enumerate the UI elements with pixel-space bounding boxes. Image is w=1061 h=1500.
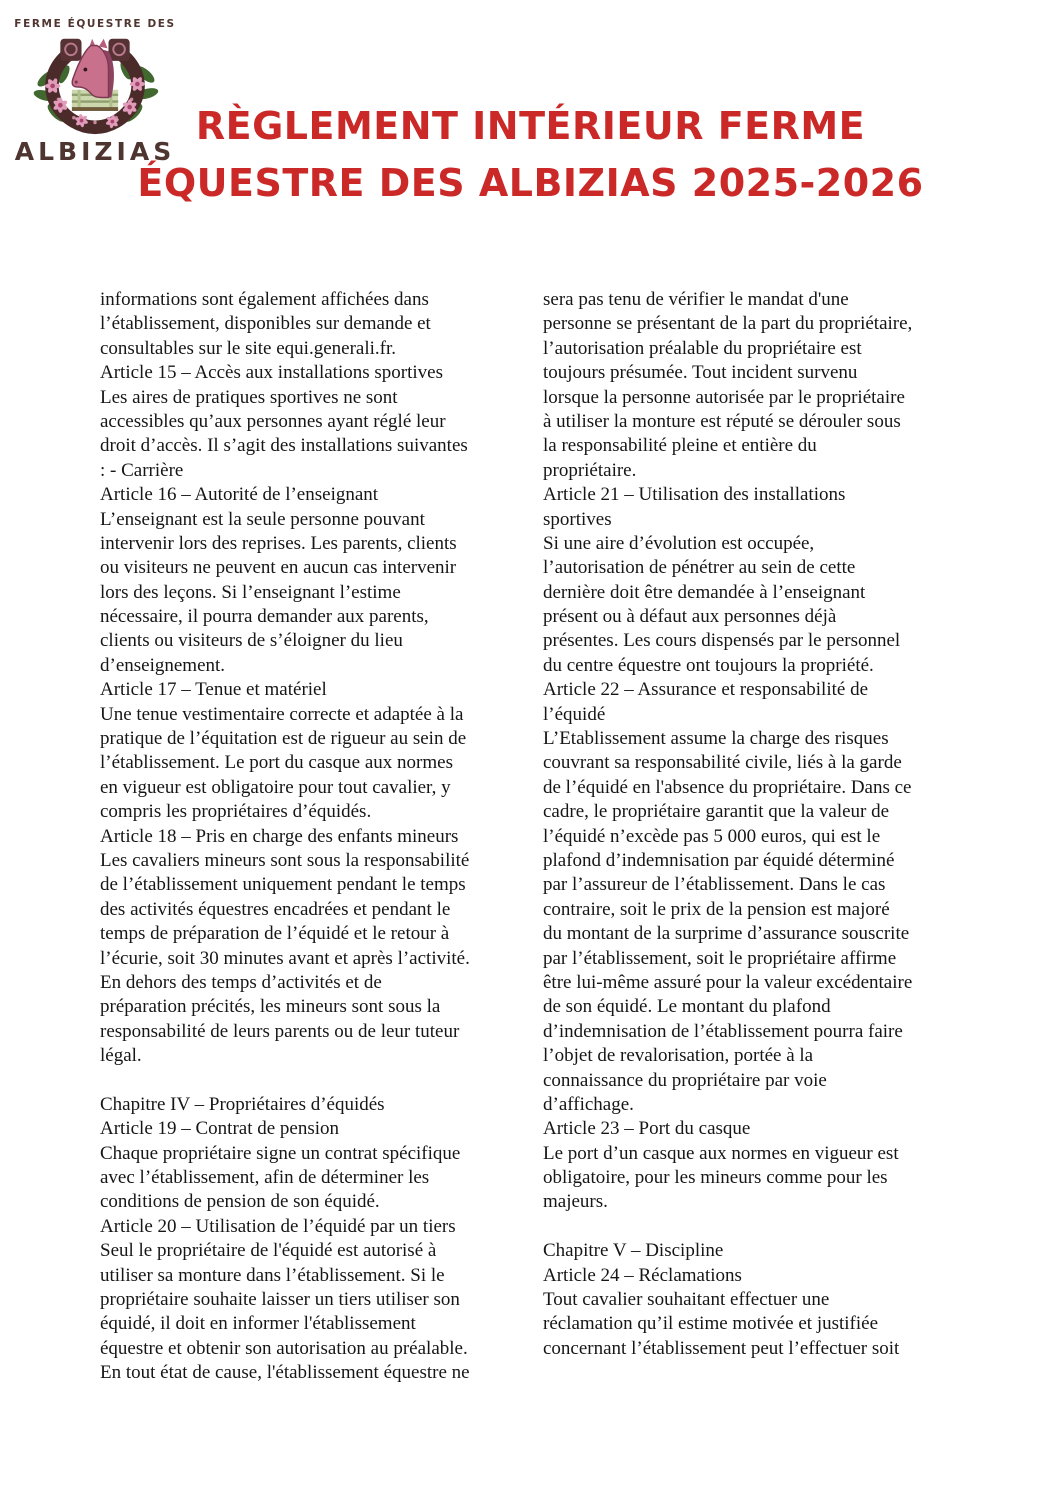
text-line: présentes. Les cours dispensés par le personnel <box>543 630 901 652</box>
text-line: du centre équestre ont toujours la propriété. <box>543 654 874 676</box>
text-line: Seul le propriétaire de l'équidé est autorisé à <box>100 1240 437 1262</box>
text-line: L’Etablissement assume la charge des risques <box>543 728 889 750</box>
text-line: responsabilité de leurs parents ou de leur tuteur <box>100 1020 460 1042</box>
text-line: Article 15 – Accès aux installations sportives <box>100 362 443 384</box>
text-line: Tout cavalier souhaitant effectuer une <box>543 1289 830 1311</box>
text-line: En tout état de cause, l'établissement équestre ne <box>100 1362 470 1384</box>
text-line: en vigueur est obligatoire pour tout cavalier, y <box>100 776 451 798</box>
text-line: intervenir lors des reprises. Les parents, clients <box>100 532 457 554</box>
text-line: d’indemnisation de l’établissement pourra faire <box>543 1020 903 1042</box>
text-line: la responsabilité pleine et entière du <box>543 435 817 457</box>
text-line: Article 19 – Contrat de pension <box>100 1118 340 1140</box>
text-line: propriétaire souhaite laisser un tiers utiliser son <box>100 1289 460 1311</box>
text-line: l’objet de revalorisation, portée à la <box>543 1045 814 1067</box>
text-line: préparation précités, les mineurs sont sous la <box>100 996 441 1018</box>
text-line: contraire, soit le prix de la pension est majoré <box>543 898 890 920</box>
text-line: avec l’établissement, afin de déterminer les <box>100 1167 430 1189</box>
text-line: par l’établissement, soit le propriétaire affirme <box>543 947 897 969</box>
text-line: droit d’accès. Il s’agit des installations suivantes <box>100 435 468 457</box>
body-column-left <box>100 288 536 1386</box>
text-line: par l’assureur de l’établissement. Dans le cas <box>543 874 886 896</box>
text-line: l’établissement, disponibles sur demande et <box>100 313 431 335</box>
text-line: réclamation qu’il estime motivée et justifiée <box>543 1313 879 1335</box>
text-line: couvrant sa responsabilité civile, liés à la garde <box>543 752 902 774</box>
text-line <box>543 1215 979 1239</box>
text-line: l’équidé n’excède pas 5 000 euros, qui est le <box>543 825 881 847</box>
text-line: compris les propriétaires d’équidés. <box>100 801 372 823</box>
text-line: sportives <box>543 508 612 530</box>
text-line: de son équidé. Le montant du plafond <box>543 996 831 1018</box>
text-line: équidé, il doit en informer l'établissement <box>100 1313 416 1335</box>
text-line: Une tenue vestimentaire correcte et adaptée à la <box>100 703 464 725</box>
text-line: propriétaire. <box>543 459 637 481</box>
text-line: conditions de pension de son équidé. <box>100 1191 380 1213</box>
text-line: consultables sur le site equi.generali.fr. <box>100 337 396 359</box>
text-line <box>100 1069 536 1093</box>
text-line: Chaque propriétaire signe un contrat spécifique <box>100 1142 461 1164</box>
text-line: des activités équestres encadrées et pendant le <box>100 898 451 920</box>
text-line: pratique de l’équitation est de rigueur au sein de <box>100 728 467 750</box>
page-title-line2: ÉQUESTRE DES ALBIZIAS 2025-2026 <box>137 161 924 205</box>
logo-name-text: ALBIZIAS <box>14 137 176 166</box>
text-line: légal. <box>100 1045 142 1067</box>
text-line: Le port d’un casque aux normes en vigueur est <box>543 1142 899 1164</box>
text-line: l’écurie, soit 30 minutes avant et après l’activité. <box>100 947 470 969</box>
text-line: obligatoire, pour les mineurs comme pour les <box>543 1167 888 1189</box>
text-line: de l’établissement uniquement pendant le temps <box>100 874 466 896</box>
text-line: être lui-même assuré pour la valeur excédentaire <box>543 971 913 993</box>
text-line: Les cavaliers mineurs sont sous la responsabilité <box>100 849 470 871</box>
text-line: à utiliser la monture est réputé se dérouler sous <box>543 410 901 432</box>
text-line: utiliser sa monture dans l’établissement. Si le <box>100 1264 445 1286</box>
logo-top-text: FERME ÉQUESTRE DES <box>14 18 176 30</box>
text-line: toujours présumée. Tout incident survenu <box>543 362 858 384</box>
text-line: cadre, le propriétaire garantit que la valeur de <box>543 801 890 823</box>
page-title <box>0 98 1061 212</box>
text-line: L’enseignant est la seule personne pouvant <box>100 508 425 530</box>
text-line: Article 20 – Utilisation de l’équidé par un tiers <box>100 1215 456 1237</box>
text-line: connaissance du propriétaire par voie <box>543 1069 827 1091</box>
text-line: Si une aire d’évolution est occupée, <box>543 532 815 554</box>
text-line: majeurs. <box>543 1191 608 1213</box>
text-line: Article 17 – Tenue et matériel <box>100 679 327 701</box>
text-line: personne se présentant de la part du propriétaire, <box>543 313 913 335</box>
text-line: plafond d’indemnisation par équidé déterminé <box>543 849 895 871</box>
text-line: Article 18 – Pris en charge des enfants mineurs <box>100 825 459 847</box>
text-line: l’équidé <box>543 703 606 725</box>
text-line: Article 22 – Assurance et responsabilité de <box>543 679 869 701</box>
text-line: accessibles qu’aux personnes ayant réglé leur <box>100 410 446 432</box>
text-line: sera pas tenu de vérifier le mandat d'une <box>543 289 849 310</box>
text-line: lors des leçons. Si l’enseignant l’estime <box>100 581 401 603</box>
text-line: équestre et obtenir son autorisation au préalable. <box>100 1337 468 1359</box>
text-line: concernant l’établissement peut l’effectuer soit <box>543 1337 900 1359</box>
text-line: lorsque la personne autorisée par le propriétaire <box>543 386 905 408</box>
text-line: l’autorisation préalable du propriétaire est <box>543 337 862 359</box>
text-line: d’affichage. <box>543 1093 634 1115</box>
text-line: Chapitre V – Discipline <box>543 1240 724 1262</box>
text-line: ou visiteurs ne peuvent en aucun cas intervenir <box>100 557 457 579</box>
text-line: temps de préparation de l’équidé et le retour à <box>100 923 450 945</box>
text-line: nécessaire, il pourra demander aux parents, <box>100 606 429 628</box>
text-line: Article 24 – Réclamations <box>543 1264 742 1286</box>
text-line: informations sont également affichées dans <box>100 289 429 310</box>
text-line: : - Carrière <box>100 459 184 481</box>
body-column-right <box>543 288 979 1361</box>
text-line: Article 23 – Port du casque <box>543 1118 751 1140</box>
text-line: du montant de la surprime d’assurance souscrite <box>543 923 910 945</box>
text-line: de l’équidé en l'absence du propriétaire. Dans ce <box>543 776 912 798</box>
text-line: clients ou visiteurs de s’éloigner du lieu <box>100 630 403 652</box>
text-line: présent ou à défaut aux personnes déjà <box>543 606 837 628</box>
text-line: d’enseignement. <box>100 654 226 676</box>
text-line: l’établissement. Le port du casque aux normes <box>100 752 453 774</box>
text-line: En dehors des temps d’activités et de <box>100 971 382 993</box>
text-line: Les aires de pratiques sportives ne sont <box>100 386 398 408</box>
page-title-line1: RÈGLEMENT INTÉRIEUR FERME <box>195 104 866 148</box>
text-line: dernière doit être demandée à l’enseignant <box>543 581 866 603</box>
text-line: Article 16 – Autorité de l’enseignant <box>100 484 379 506</box>
text-line: Chapitre IV – Propriétaires d’équidés <box>100 1093 385 1115</box>
text-line: l’autorisation de pénétrer au sein de cette <box>543 557 856 579</box>
text-line: Article 21 – Utilisation des installations <box>543 484 846 506</box>
